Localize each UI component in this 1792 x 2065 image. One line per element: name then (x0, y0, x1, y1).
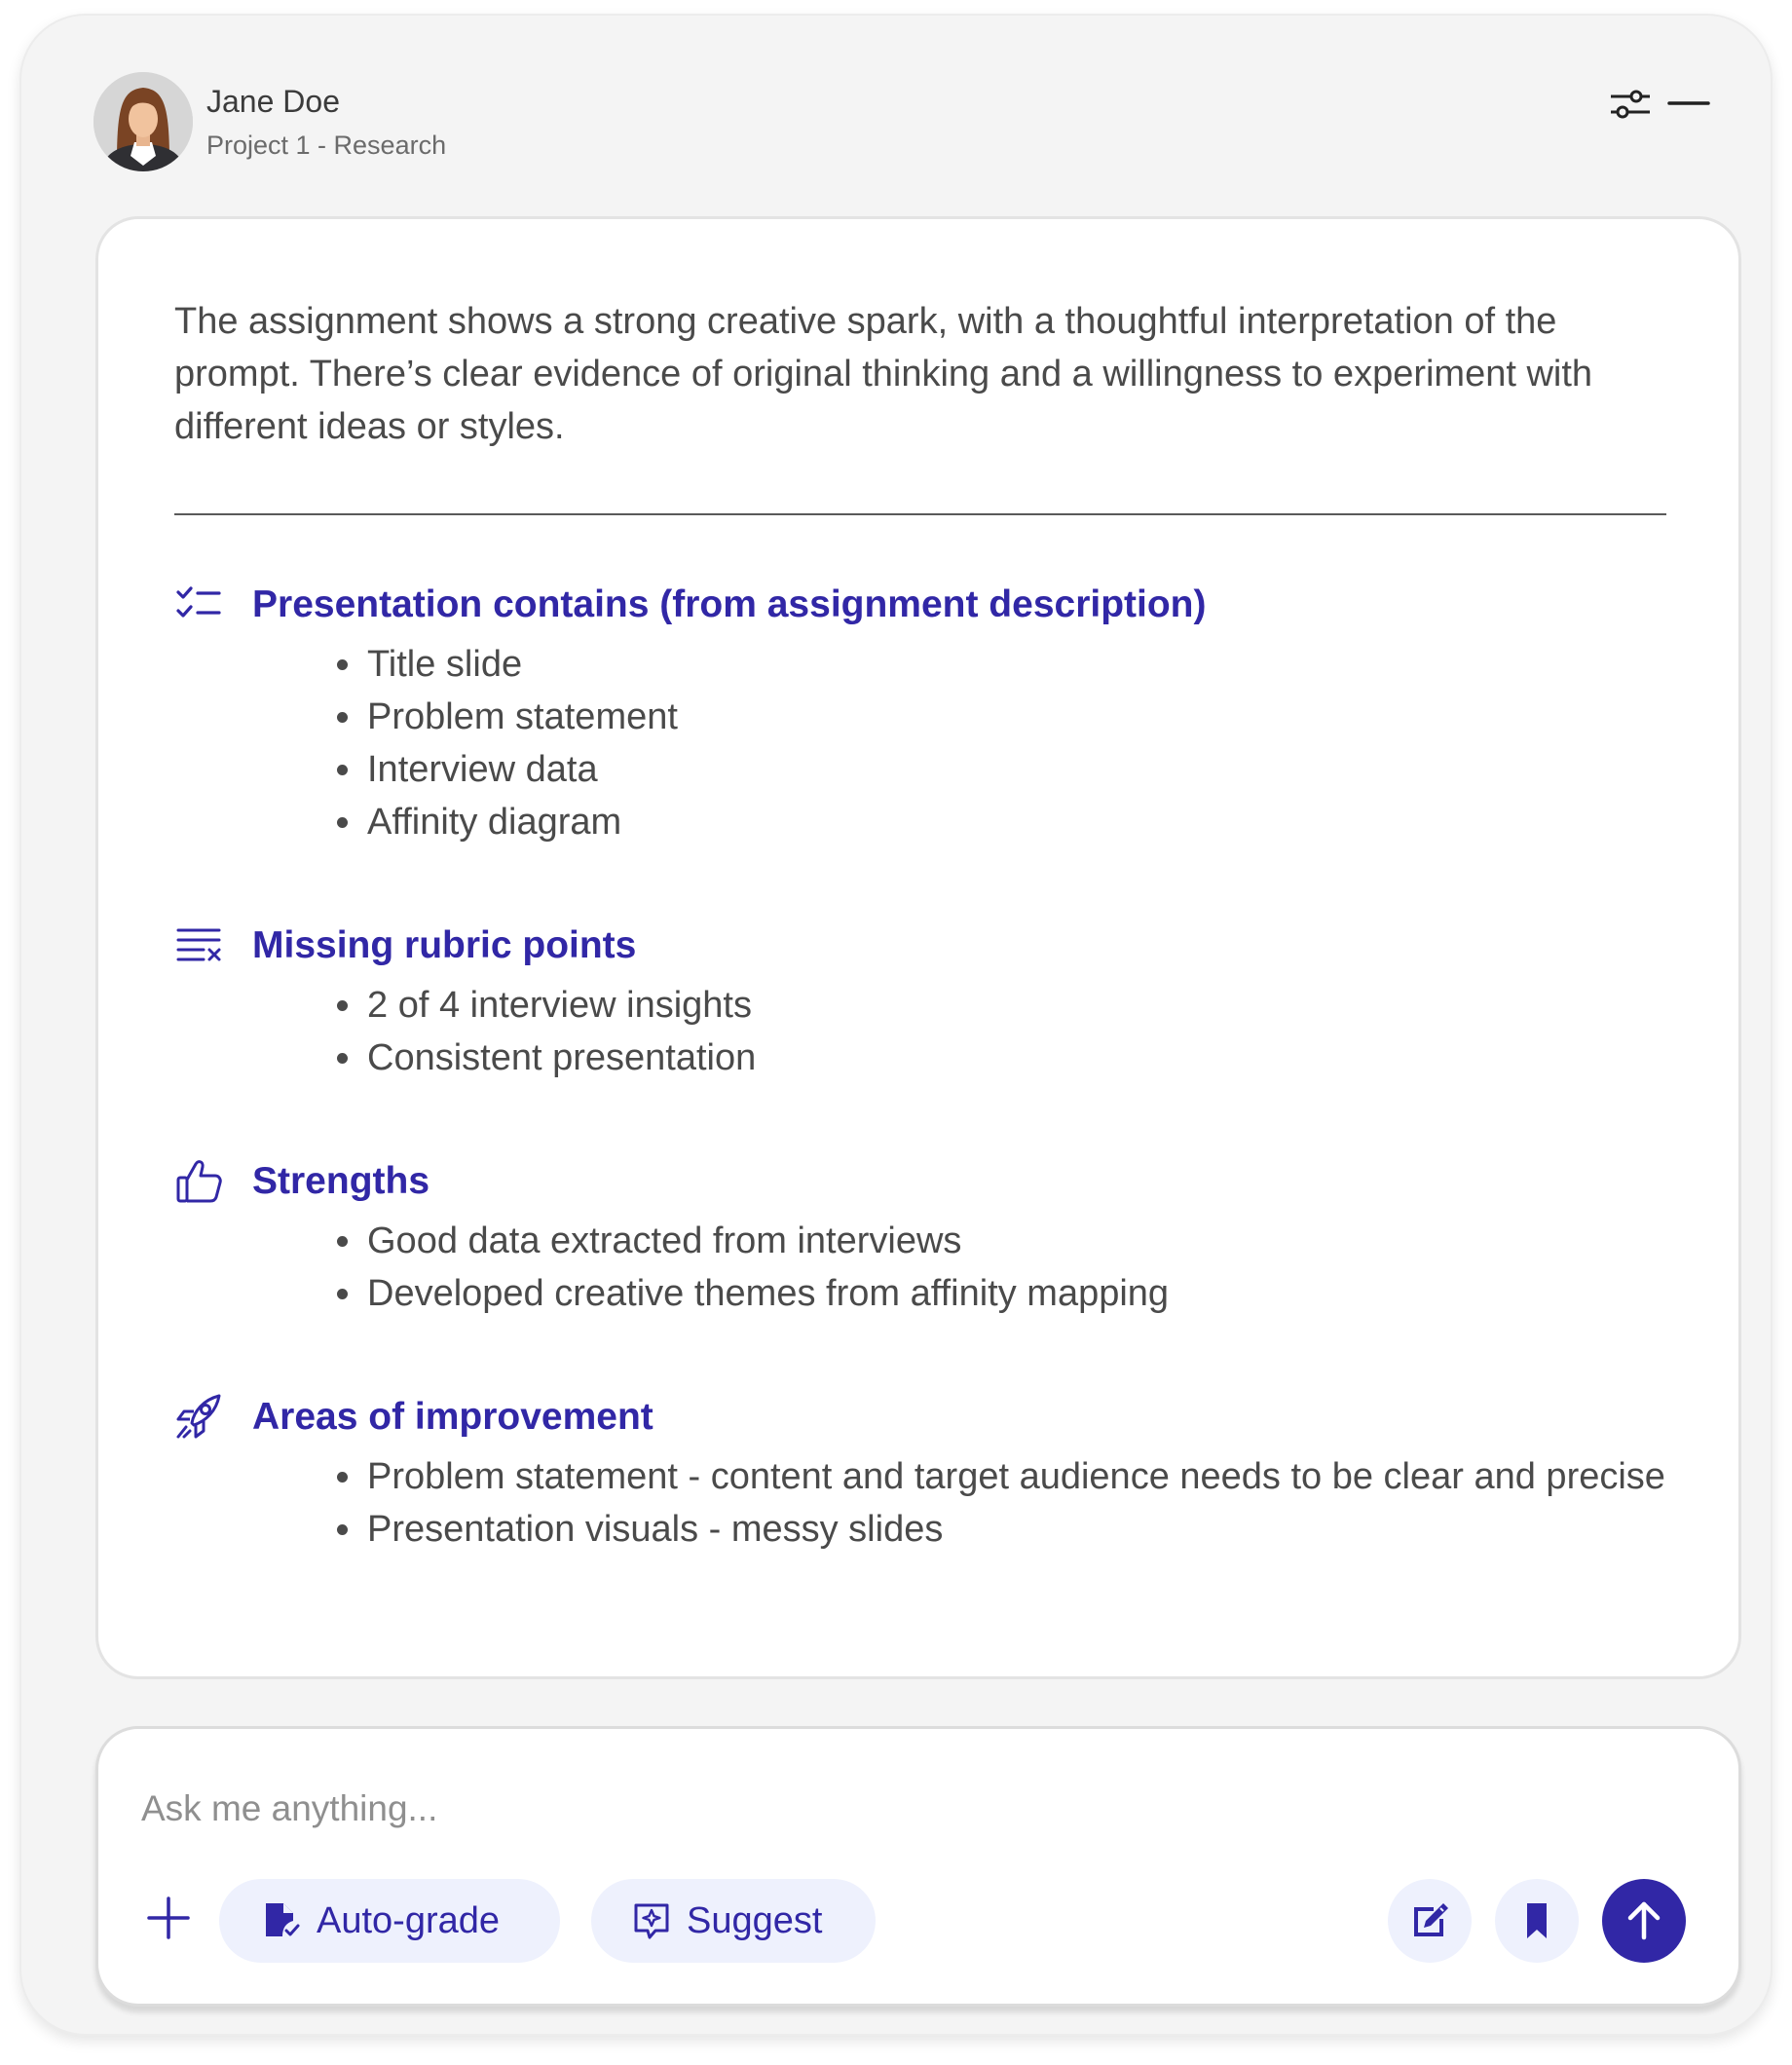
suggest-label: Suggest (687, 1899, 823, 1941)
project-name: Project 1 - Research (206, 131, 447, 160)
list-item: • Presentation visuals - messy slides (365, 1503, 1709, 1556)
list-item: • Developed creative themes from affinity mapping (365, 1267, 1709, 1320)
rocket-icon (174, 1392, 223, 1441)
arrow-up-icon (1622, 1898, 1666, 1943)
list-item: • Affinity diagram (365, 796, 1709, 848)
section-title: Areas of improvement (252, 1396, 653, 1438)
user-name: Jane Doe (206, 84, 340, 119)
document-check-icon (262, 1901, 301, 1940)
list-item: • Title slide (365, 638, 1709, 691)
section-list (315, 1450, 1709, 1556)
list-x-icon (174, 920, 223, 969)
send-button[interactable] (1602, 1879, 1686, 1963)
chat-composer (95, 1726, 1741, 2007)
feedback-card (95, 216, 1741, 1679)
edit-button[interactable] (1388, 1879, 1472, 1963)
summary-text: The assignment shows a strong creative spark, with a thoughtful interpretation of the prompt. There’s clear evidence of original thinking and a willingness to experiment with different ideas or styles. (174, 301, 1593, 447)
section-title: Strengths (252, 1160, 430, 1202)
suggest-button[interactable] (591, 1879, 876, 1963)
list-item: • Problem statement (365, 691, 1709, 743)
sliders-icon[interactable] (1609, 82, 1652, 125)
edit-icon (1408, 1899, 1451, 1942)
list-item: • Consistent presentation (365, 1032, 1709, 1084)
section-title: Presentation contains (from assignment description) (252, 583, 1207, 625)
minimize-icon[interactable] (1667, 99, 1710, 107)
list-item: • Good data extracted from interviews (365, 1215, 1709, 1267)
sparkle-chat-icon (632, 1901, 671, 1940)
auto-grade-label: Auto-grade (317, 1899, 501, 1941)
assistant-panel (19, 14, 1773, 2036)
section-title: Missing rubric points (252, 924, 637, 966)
plus-icon[interactable] (145, 1895, 192, 1941)
checklist-icon (174, 580, 223, 628)
section-list (315, 638, 1709, 848)
section-list (315, 979, 1709, 1084)
list-item: • Problem statement - content and target audience needs to be clear and precise (365, 1450, 1709, 1503)
thumbs-up-icon (174, 1156, 223, 1205)
list-item: • 2 of 4 interview insights (365, 979, 1709, 1032)
list-item: • Interview data (365, 743, 1709, 796)
section-list (315, 1215, 1709, 1320)
divider (174, 513, 1666, 515)
auto-grade-button[interactable] (219, 1879, 560, 1963)
bookmark-icon (1517, 1899, 1556, 1942)
bookmark-button[interactable] (1495, 1879, 1579, 1963)
chat-input[interactable] (141, 1780, 1505, 1838)
avatar (93, 72, 193, 171)
